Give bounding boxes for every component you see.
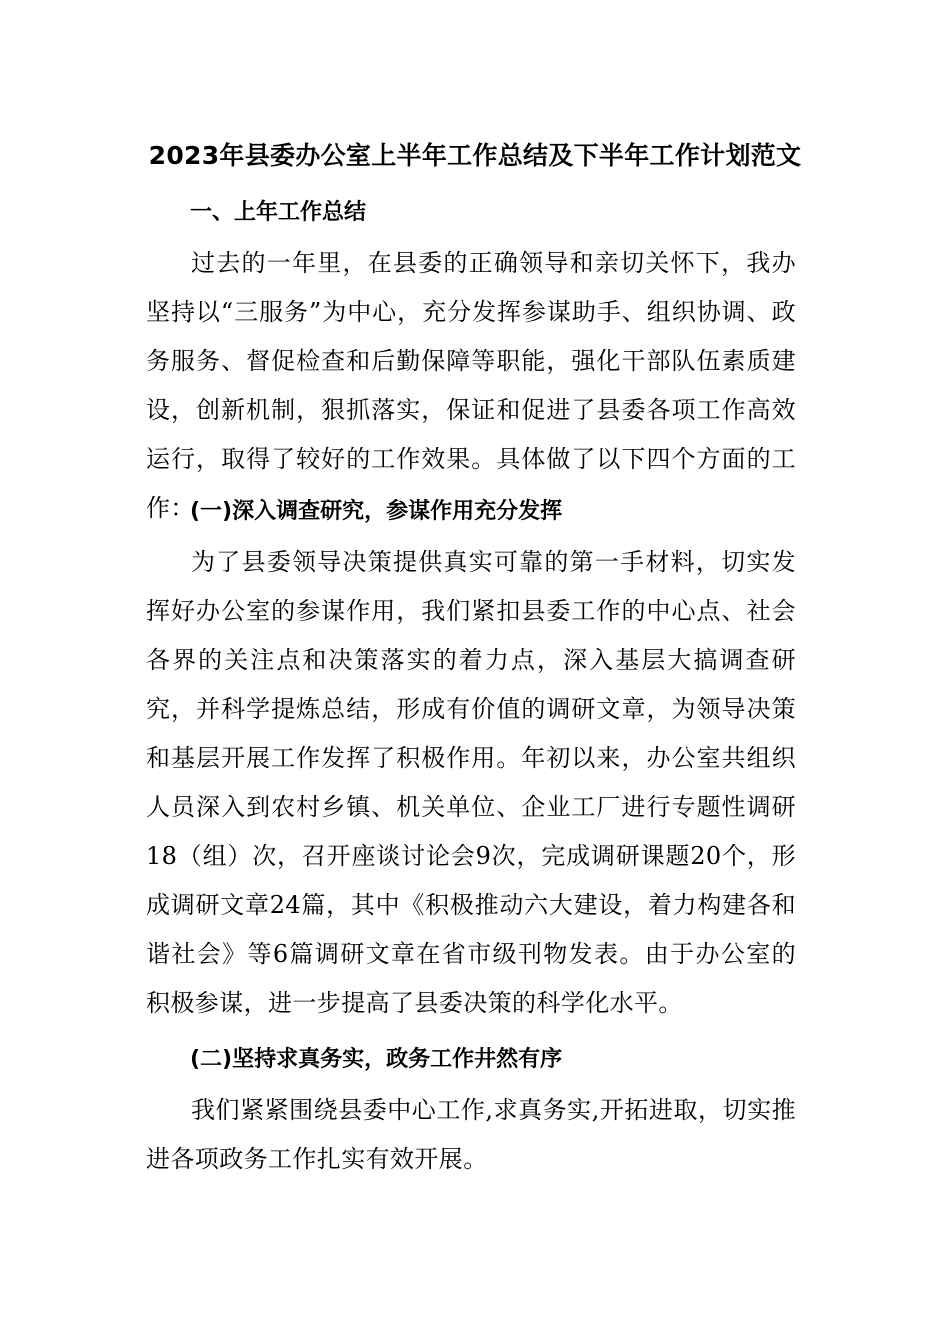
subsection-heading-administration: (二)坚持求真务实，政务工作井然有序 bbox=[190, 1047, 563, 1072]
intro-paragraph: 过去的一年里，在县委的正确领导和亲切关怀下，我办坚持以“三服务”为中心，充分发挥参谋助手、组织协调、政务服务、督促检查和后勤保障等职能，强化干部队伍素质建设，创新机制，狠抓落实，保证和促进了县委各项工作高效运行，取得了较好的工作效果。具体做了以下四个方面的工作： bbox=[146, 249, 796, 522]
document-title: 2023年县委办公室上半年工作总结及下半年工作计划范文 bbox=[148, 141, 802, 170]
research-paragraph: 为了县委领导决策提供真实可靠的第一手材料，切实发挥好办公室的参谋作用，我们紧扣县委工作的中心点、社会各界的关注点和决策落实的着力点，深入基层大搞调查研究，并科学提炼总结，形成有价值的调研文章，为领导决策和基层开展工作发挥了积极作用。年初以来，办公室共组织人员深入到农村乡镇、机关单位、企业工厂进行专题性调研18（组）次，召开座谈讨论会9次，完成调研课题20个，形成调研文章24篇，其中《积极推动六大建设，着力构建各和谐社会》等6篇调研文章在省市级刊物发表。由于办公室的积极参谋，进一步提高了县委决策的科学化水平。 bbox=[146, 548, 796, 1017]
section-heading-summary: 一、上年工作总结 bbox=[190, 200, 367, 225]
subsection-heading-research: (一)深入调查研究，参谋作用充分发挥 bbox=[190, 499, 563, 524]
administration-paragraph: 我们紧紧围绕县委中心工作,求真务实,开拓进取，切实推进各项政务工作扎实有效开展。 bbox=[146, 1096, 796, 1173]
